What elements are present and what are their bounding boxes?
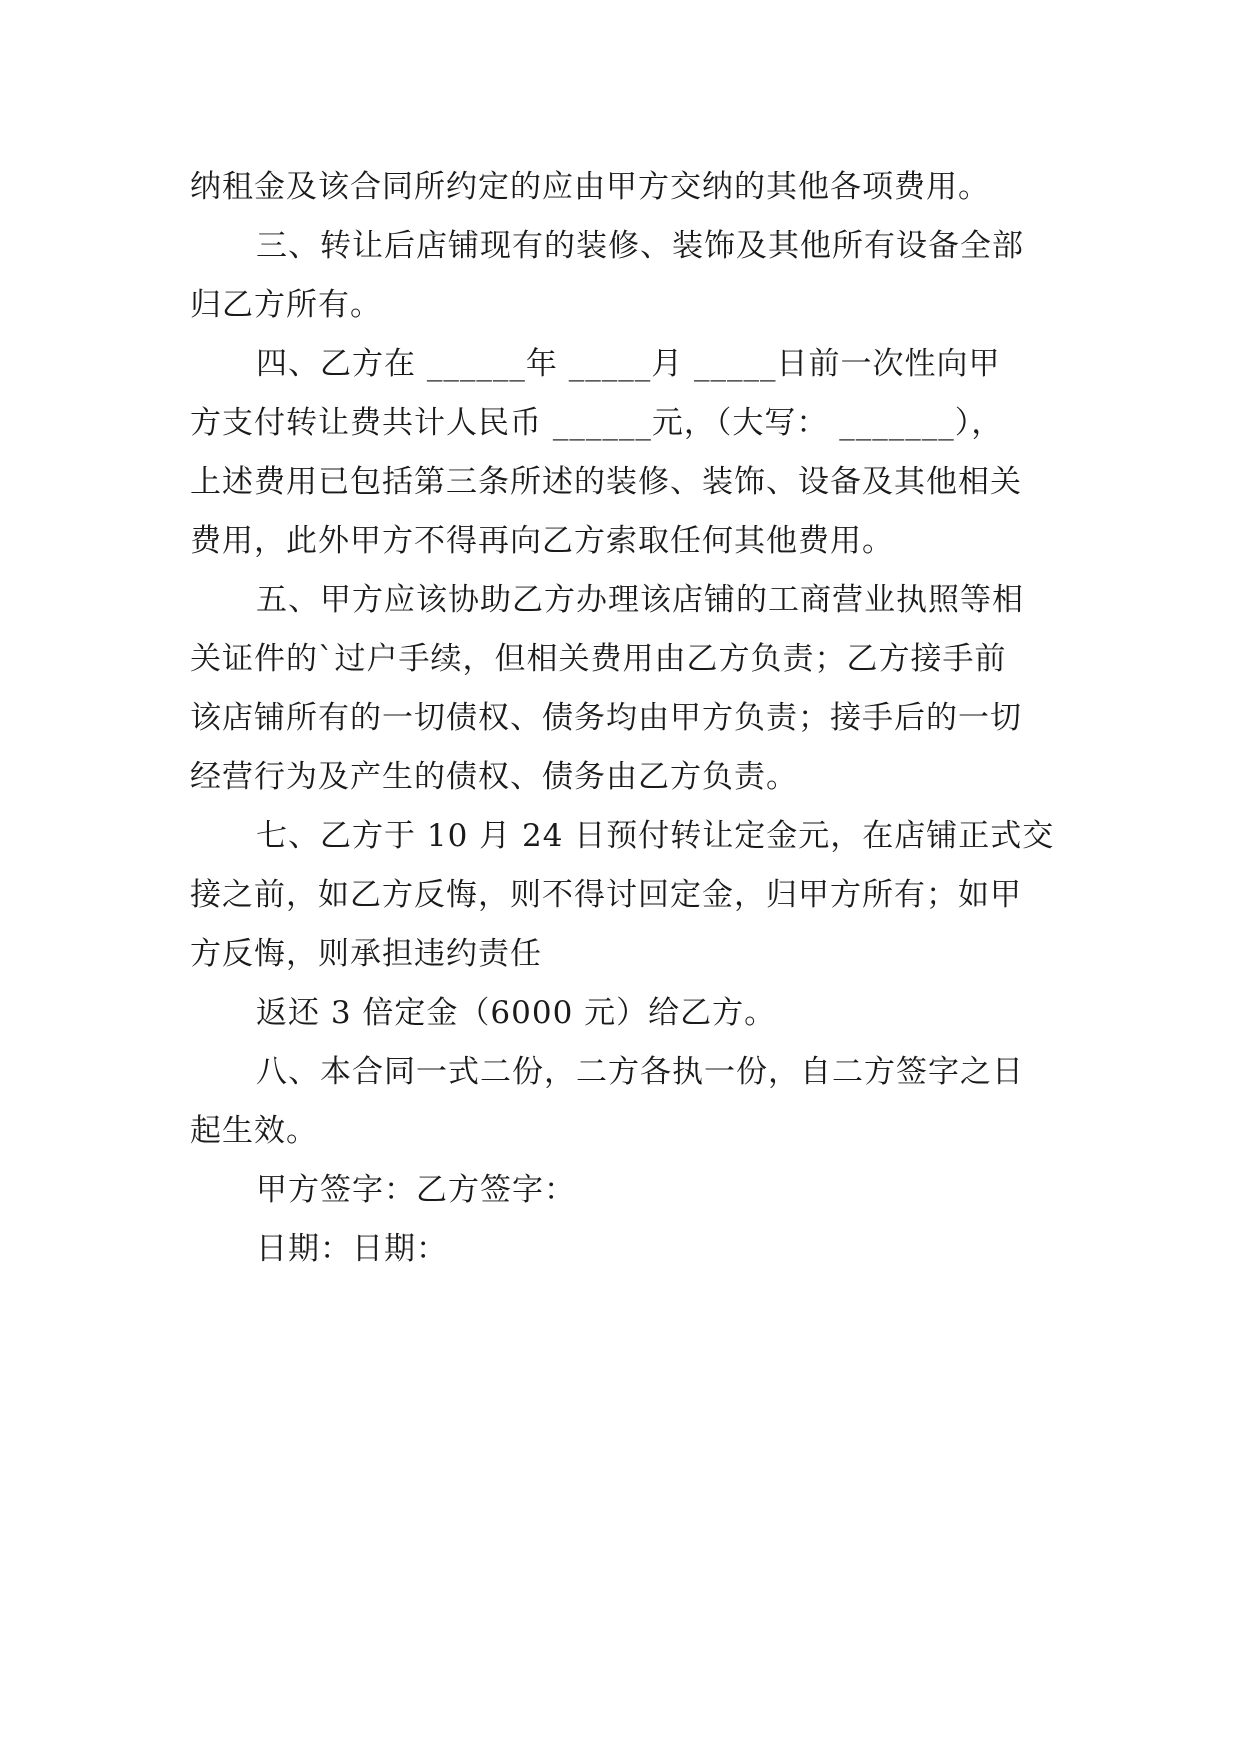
clause-7-line: 七、乙方于 10 月 24 日预付转让定金元，在店铺正式交 xyxy=(256,818,1055,854)
deposit-refund-line: 返还 3 倍定金（6000 元）给乙方。 xyxy=(256,995,777,1031)
clause-8-line: 八、本合同一式二份，二方各执一份，自二方签字之日 xyxy=(256,1054,1024,1090)
signature-line: 甲方签字：乙方签字： xyxy=(256,1172,576,1208)
text-line: 起生效。 xyxy=(190,1113,318,1149)
contract-body xyxy=(190,158,1055,1279)
text-line: 费用，此外甲方不得再向乙方索取任何其他费用。 xyxy=(190,523,894,559)
clause-4-line: 四、乙方在 ______年 _____月 _____日前一次性向甲 xyxy=(256,346,1001,382)
text-line: 接之前，如乙方反悔，则不得讨回定金，归甲方所有；如甲 xyxy=(190,877,1022,913)
text-line: 归乙方所有。 xyxy=(190,287,382,323)
text-line: 方反悔，则承担违约责任 xyxy=(190,936,542,972)
date-line: 日期：日期： xyxy=(256,1231,448,1267)
clause-5-line: 五、甲方应该协助乙方办理该店铺的工商营业执照等相 xyxy=(256,582,1024,618)
text-line: 经营行为及产生的债权、债务由乙方负责。 xyxy=(190,759,798,795)
text-line: 纳租金及该合同所约定的应由甲方交纳的其他各项费用。 xyxy=(190,169,990,205)
text-line: 关证件的`过户手续，但相关费用由乙方负责；乙方接手前 xyxy=(190,641,1007,677)
text-line: 该店铺所有的一切债权、债务均由甲方负责；接手后的一切 xyxy=(190,700,1022,736)
text-line: 上述费用已包括第三条所述的装修、装饰、设备及其他相关 xyxy=(190,464,1022,500)
clause-3-line: 三、转让后店铺现有的装修、装饰及其他所有设备全部 xyxy=(256,228,1024,264)
text-line: 方支付转让费共计人民币 ______元，（大写： _______）， xyxy=(190,405,1004,441)
